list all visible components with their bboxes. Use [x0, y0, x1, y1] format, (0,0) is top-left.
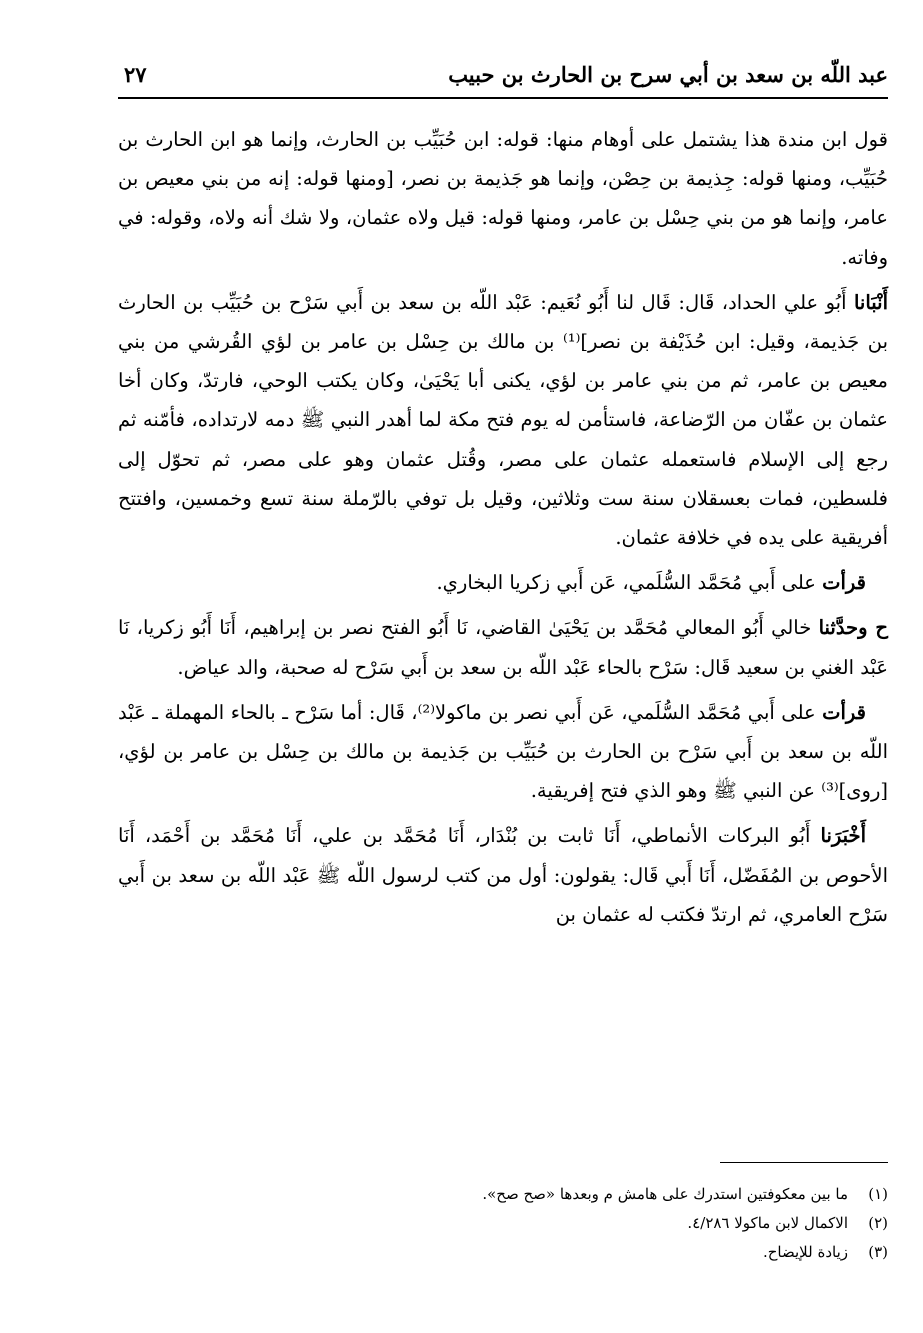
paragraph: [118, 563, 888, 602]
paragraph-text: قول ابن مندة هذا يشتمل على أوهام منها: قوله: ابن حُبَيِّب بن الحارث، وإنما هو ابن الحارث بن حُبَيِّب، ومنها قوله: جِذيمة بن حِصْن، وإنما هو جَذيمة بن نصر، [ومنها قوله: إنه من بني معيص بن عامر، وإنما هو من بني حِسْل بن عامر، ومنها قوله: قيل ولاه عثمان، ولا شك أنه ولاه، وقوله: في وفاته.: [118, 128, 888, 269]
footnotes: [118, 1180, 888, 1267]
paragraph-lead: أَخْبَرَنا: [820, 824, 866, 848]
footnote-number: (١): [868, 1185, 888, 1203]
paragraph-lead: ح وحدَّثنا: [818, 616, 888, 640]
header-divider: [118, 97, 888, 99]
running-title: عبد اللّه بن سعد بن أبي سرح بن الحارث بن حبيب: [448, 62, 888, 87]
paragraph: [118, 608, 888, 686]
main-text: [118, 120, 888, 940]
paragraph: [118, 816, 888, 934]
footnote-text: زيادة للإيضاح.: [762, 1243, 848, 1261]
paragraph: [118, 693, 888, 811]
footnote: [118, 1209, 888, 1238]
paragraph-lead: قرأت: [822, 700, 866, 724]
paragraph-text: أَبُو البركات الأنماطي، أَنَا ثابت بن بُنْدَار، أَنَا مُحَمَّد بن علي، أَنَا مُحَمَّد بن أَحْمَد، أَنَا الأحوص بن المُفَضّل، أَنَا أَبي قَال: يقولون: أول من كتب لرسول اللّه ﷺ عَبْد اللّه بن سعد بن أَبي سَرْح العامري، ثم ارتدّ فكتب له عثمان بن: [118, 824, 888, 926]
page-number: ٢٧: [124, 62, 147, 87]
paragraph-text: على أَبي مُحَمَّد السُّلَمي، عَن أَبي نصر بن ماكولا⁽²⁾، قَال: أما سَرْح ـ بالحاء المهملة ـ عَبْد اللّه بن سعد بن أَبي سَرْح بن الحارث بن حُبَيِّب بن جَذيمة بن مالك بن حِسْل بن عامر بن لؤي، [روى]⁽³⁾ عن النبي ﷺ وهو الذي فتح إفريقية.: [118, 700, 888, 803]
paragraph-text: على أَبي مُحَمَّد السُّلَمي، عَن أَبي زكريا البخاري.: [436, 571, 823, 595]
running-header: [118, 56, 888, 96]
paragraph-lead: أَنْبَانا: [853, 290, 888, 314]
footnote-number: (٣): [868, 1243, 888, 1261]
paragraph-text: أَبُو علي الحداد، قَال: قَال لنا أَبُو نُعَيم: عَبْد اللّه بن سعد بن أَبي سَرْح بن حُبَيِّب بن الحارث بن جَذيمة، وقيل: ابن حُذَيْفة بن نصر]⁽¹⁾ بن مالك بن حِسْل بن عامر بن لؤي القُرشي من بني معيص بن عامر، ثم من بني عامر بن لؤي، يكنى أبا يَحْيَىٰ، وكان يكتب الوحي، فارتدّ، وكان أخا عثمان بن عفّان من الرّضاعة، فاستأمن له يوم فتح مكة لما أهدر النبي ﷺ دمه لارتداده، فأمّنه ثم رجع إلى الإسلام فاستعمله عثمان على مصر، وقُتل عثمان وهو على مصر، ثم تحوّل إلى فلسطين، فمات بعسقلان سنة ست وثلاثين، وقيل بل توفي بالرّملة سنة تسع وخمسين، وافتتح أفريقية على يده في خلافة عثمان.: [118, 290, 889, 550]
footnote-text: الاكمال لابن ماكولا ٤/٢٨٦.: [687, 1214, 848, 1232]
footnote-divider: [720, 1162, 888, 1163]
footnote-text: ما بين معكوفتين استدرك على هامش م وبعدها «صح صح».: [482, 1185, 848, 1203]
paragraph: [118, 120, 888, 277]
footnote: [118, 1180, 888, 1209]
paragraph-lead: قرأت: [822, 571, 866, 595]
footnote: [118, 1238, 888, 1267]
paragraph-text: خالي أَبُو المعالي مُحَمَّد بن يَحْيَىٰ القاضي، نَا أَبُو الفتح نصر بن إبراهيم، أَنَا أَبُو زكريا، نَا عَبْد الغني بن سعيد قَال: سَرْح بالحاء عَبْد اللّه بن سعد بن أَبي سَرْح له صحبة، والد عياض.: [118, 616, 888, 679]
footnote-number: (٢): [868, 1214, 888, 1232]
paragraph: [118, 283, 888, 557]
